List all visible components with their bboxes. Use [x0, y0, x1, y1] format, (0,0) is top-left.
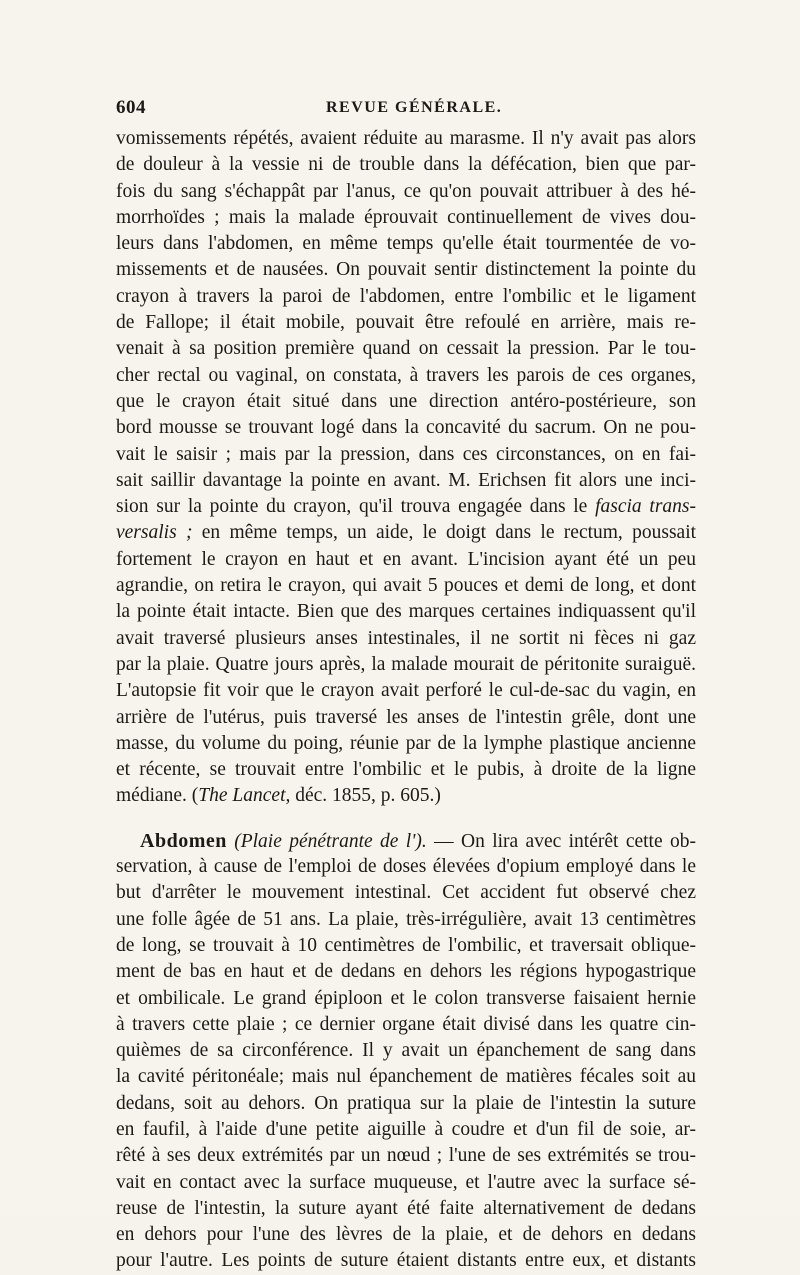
- text-line: bord mousse se trouvant logé dans la concavité du sacrum. On ne pou-: [116, 417, 696, 439]
- text-run: sion sur la pointe du crayon, qu'il trouva engagée dans le: [116, 496, 588, 518]
- text-line: de Fallope; il était mobile, pouvait être refoulé en arrière, mais re-: [116, 312, 696, 334]
- text-line: quièmes de sa circonférence. Il y avait un épanchement de sang dans: [116, 1040, 696, 1062]
- text-line: reuse de l'intestin, la suture ayant été faite alternativement de dedans: [116, 1197, 696, 1219]
- text-line: arrière de l'utérus, puis traversé les anses de l'intestin grêle, dont une: [116, 706, 696, 728]
- text-line: ment de bas en haut et de dedans en dehors les régions hypogastrique: [116, 961, 696, 983]
- running-head: REVUE GÉNÉRALE.: [326, 99, 503, 116]
- text-line: cher rectal ou vaginal, on constata, à travers les parois de ces organes,: [116, 364, 696, 386]
- text-line: vait en contact avec la surface muqueuse, et l'autre avec la surface sé-: [116, 1171, 696, 1193]
- section-heading-line: [116, 828, 696, 854]
- text-line: de douleur à la vessie ni de trouble dans la défécation, bien que par-: [116, 154, 696, 176]
- citation-journal: The Lancet,: [198, 785, 291, 807]
- text-line: dedans, soit au dehors. On pratiqua sur la plaie de l'intestin la suture: [116, 1092, 696, 1114]
- text-line: pour l'autre. Les points de suture étaient distants entre eux, et distants: [116, 1250, 696, 1272]
- text-line: [116, 520, 696, 546]
- text-line: à travers cette plaie ; ce dernier organe était divisé dans les quatre cin-: [116, 1013, 696, 1035]
- text-line: la pointe était intacte. Bien que des marques certaines indiquassent qu'il: [116, 601, 696, 623]
- text-line: missements et de nausées. On pouvait sentir distinctement la pointe du: [116, 259, 696, 281]
- page-number: 604: [116, 97, 146, 118]
- text-run: — On lira avec intérêt cette ob-: [426, 830, 696, 852]
- text-line: avait traversé plusieurs anses intestinales, il ne sortit ni fèces ni gaz: [116, 627, 696, 649]
- text-line: une folle âgée de 51 ans. La plaie, très-irrégulière, avait 13 centimètres: [116, 908, 696, 930]
- section-heading: Abdomen: [140, 829, 227, 852]
- text-line: [116, 494, 696, 520]
- text-line: servation, à cause de l'emploi de doses élevées d'opium employé dans le: [116, 856, 696, 878]
- text-line: de long, se trouvait à 10 centimètres de l'ombilic, et traversait oblique-: [116, 934, 696, 956]
- text-line: agrandie, on retira le crayon, qui avait 5 pouces et demi de long, et dont: [116, 575, 696, 597]
- paragraph-continuation: [116, 126, 696, 810]
- italic-term: fascia trans-: [595, 496, 696, 518]
- text-line: rêté à ses deux extrémités par un nœud ; l'une de ses extrémités se trou-: [116, 1145, 696, 1167]
- paragraph-gap: [116, 810, 696, 828]
- page-header: [116, 97, 696, 123]
- text-line: venait à sa position première quand on cessait la pression. Par le tou-: [116, 338, 696, 360]
- text-line: crayon à travers la paroi de l'abdomen, entre l'ombilic et le ligament: [116, 285, 696, 307]
- paragraph-abdomen: [116, 828, 696, 1275]
- text-line: la cavité péritonéale; mais nul épanchement de matières fécales soit au: [116, 1066, 696, 1088]
- text-line: en dehors pour l'une des lèvres de la plaie, et de dehors en dedans: [116, 1224, 696, 1246]
- text-line: fois du sang s'échappât par l'anus, ce qu'on pouvait attribuer à des hé-: [116, 180, 696, 202]
- text-line: leurs dans l'abdomen, en même temps qu'elle était tourmentée de vo-: [116, 233, 696, 255]
- citation-date: déc. 1855, p. 605.): [290, 785, 441, 807]
- text-line: et ombilicale. Le grand épiploon et le colon transverse faisaient hernie: [116, 987, 696, 1009]
- italic-term: versalis ;: [116, 522, 193, 544]
- text-line: par la plaie. Quatre jours après, la malade mourait de péritonite suraiguë.: [116, 653, 696, 675]
- text-line: en faufil, à l'aide d'une petite aiguille à coudre et d'un fil de soie, ar-: [116, 1118, 696, 1140]
- body-text: [116, 126, 696, 1275]
- text-line: vomissements répétés, avaient réduite au marasme. Il n'y avait pas alors: [116, 128, 696, 149]
- section-subheading: (Plaie pénétrante de l').: [234, 830, 427, 852]
- text-line: morrhoïdes ; mais la malade éprouvait continuellement de vives dou-: [116, 206, 696, 228]
- text-line: L'autopsie fit voir que le crayon avait perforé le cul-de-sac du vagin, en: [116, 680, 696, 702]
- text-line: but d'arrêter le mouvement intestinal. Cet accident fut observé chez: [116, 882, 696, 904]
- text-line: fortement le crayon en haut et en avant. L'incision ayant été un peu: [116, 548, 696, 570]
- text-line: vait le saisir ; mais par la pression, dans ces circonstances, on en fai-: [116, 443, 696, 465]
- text-run: médiane. (: [116, 785, 199, 807]
- text-line: sait saillir davantage la pointe en avant. M. Erichsen fit alors une inci-: [116, 469, 696, 491]
- text-run: en même temps, un aide, le doigt dans le rectum, poussait: [201, 522, 696, 544]
- text-line: masse, du volume du poing, réunie par de la lymphe plastique ancienne: [116, 732, 696, 754]
- text-line: [116, 783, 696, 809]
- text-line: et récente, se trouvait entre l'ombilic et le pubis, à droite de la ligne: [116, 759, 696, 781]
- text-line: que le crayon était situé dans une direction antéro-postérieure, son: [116, 390, 696, 412]
